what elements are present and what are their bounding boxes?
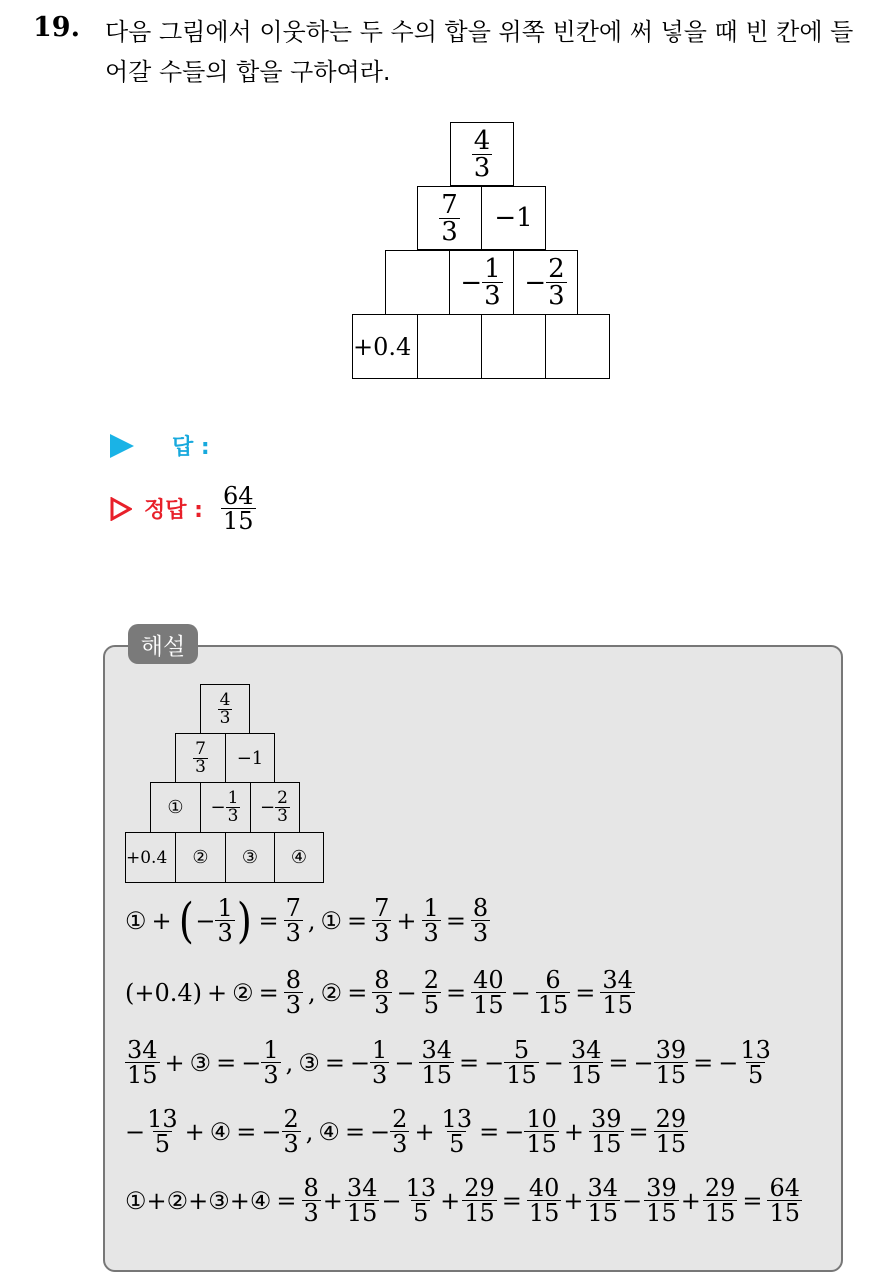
sol-pyramid-row2-1: $\frac{7}{3}$ bbox=[175, 733, 226, 783]
pyramid-row2-cell-2: −1 bbox=[481, 186, 546, 250]
sol-pyramid-row4-3: ③ bbox=[225, 832, 275, 883]
solution-line-4: − $\frac{13}{5}$ + ④ = − $\frac{2}{3}$ , ④ = − $\frac{2}{3}$ + $\frac{13}{5}$ = − $\frac{10}{15}$ + $\frac{39}{15}$ = $\frac{29}{15}$ bbox=[125, 1105, 687, 1158]
solution-line-3: $\frac{34}{15}$ + ③ = − $\frac{1}{3}$ , ③ = − $\frac{1}{3}$ − $\frac{34}{15}$ = − $\frac{5}{15}$ − $\frac{34}{15}$ = − $\frac{39}{15}$ = − $\frac{13}{5}$ bbox=[127, 1036, 771, 1089]
sol-pyramid-row4-1: +0.4 bbox=[125, 832, 176, 883]
sol-pyramid-row3-1: ① bbox=[150, 782, 201, 833]
explanation-tab: 해설 bbox=[128, 624, 198, 664]
sol-pyramid-row2-2: −1 bbox=[225, 733, 275, 783]
pyramid-row3-blank[interactable] bbox=[385, 250, 450, 315]
solution-line-1: ① + ( − $\frac{1}{3}$ ) = $\frac{7}{3}$ , ① = $\frac{7}{3}$ + $\frac{1}{3}$ = $\frac{8}{3}$ bbox=[125, 892, 489, 949]
sol-pyramid-row3-2: − $\frac{1}{3}$ bbox=[200, 782, 251, 833]
sol-pyramid-row3-3: − $\frac{2}{3}$ bbox=[250, 782, 300, 833]
correct-answer-value: $\frac{64}{15}$ bbox=[222, 482, 254, 535]
correct-answer-row bbox=[110, 484, 256, 533]
answer-label: 답 : bbox=[172, 435, 210, 460]
pyramid-top-cell: $\frac{4}{3}$ bbox=[450, 122, 514, 186]
play-icon bbox=[110, 434, 134, 458]
sol-pyramid-top: $\frac{4}{3}$ bbox=[200, 684, 250, 734]
pyramid-row4-blank-2[interactable] bbox=[481, 314, 546, 379]
question-text: 다음 그림에서 이웃하는 두 수의 합을 위쪽 빈칸에 써 넣을 때 빈 칸에 들어갈 수들의 합을 구하여라. bbox=[105, 18, 854, 86]
question-number: 19. bbox=[33, 12, 80, 43]
correct-answer-label: 정답 : bbox=[144, 498, 203, 523]
solution-line-5: ①+②+③+④ = $\frac{8}{3}$ + $\frac{34}{15}$ − $\frac{13}{5}$ + $\frac{29}{15}$ = $\frac{40}{15}$ + $\frac{34}{15}$ − $\frac{39}{15}$ + $\frac{29}{15}$ = $\frac{64}{15}$ bbox=[125, 1174, 801, 1227]
pyramid-row3-cell-3: − $\frac{2}{3}$ bbox=[513, 250, 578, 315]
solution-line-2: (+0.4) + ② = $\frac{8}{3}$ , ② = $\frac{8}{3}$ − $\frac{2}{5}$ = $\frac{40}{15}$ − $\frac{6}{15}$ = $\frac{34}{15}$ bbox=[125, 966, 633, 1019]
pyramid-row4-blank-3[interactable] bbox=[545, 314, 610, 379]
answer-row bbox=[110, 430, 210, 461]
pyramid-row2-cell-1: $\frac{7}{3}$ bbox=[417, 186, 482, 250]
pyramid-row4-cell-1: +0.4 bbox=[352, 314, 418, 379]
pyramid-row4-blank-1[interactable] bbox=[417, 314, 482, 379]
pyramid-row3-cell-2: − $\frac{1}{3}$ bbox=[449, 250, 514, 315]
sol-pyramid-row4-4: ④ bbox=[274, 832, 324, 883]
outline-play-icon bbox=[110, 497, 132, 521]
sol-pyramid-row4-2: ② bbox=[175, 832, 226, 883]
